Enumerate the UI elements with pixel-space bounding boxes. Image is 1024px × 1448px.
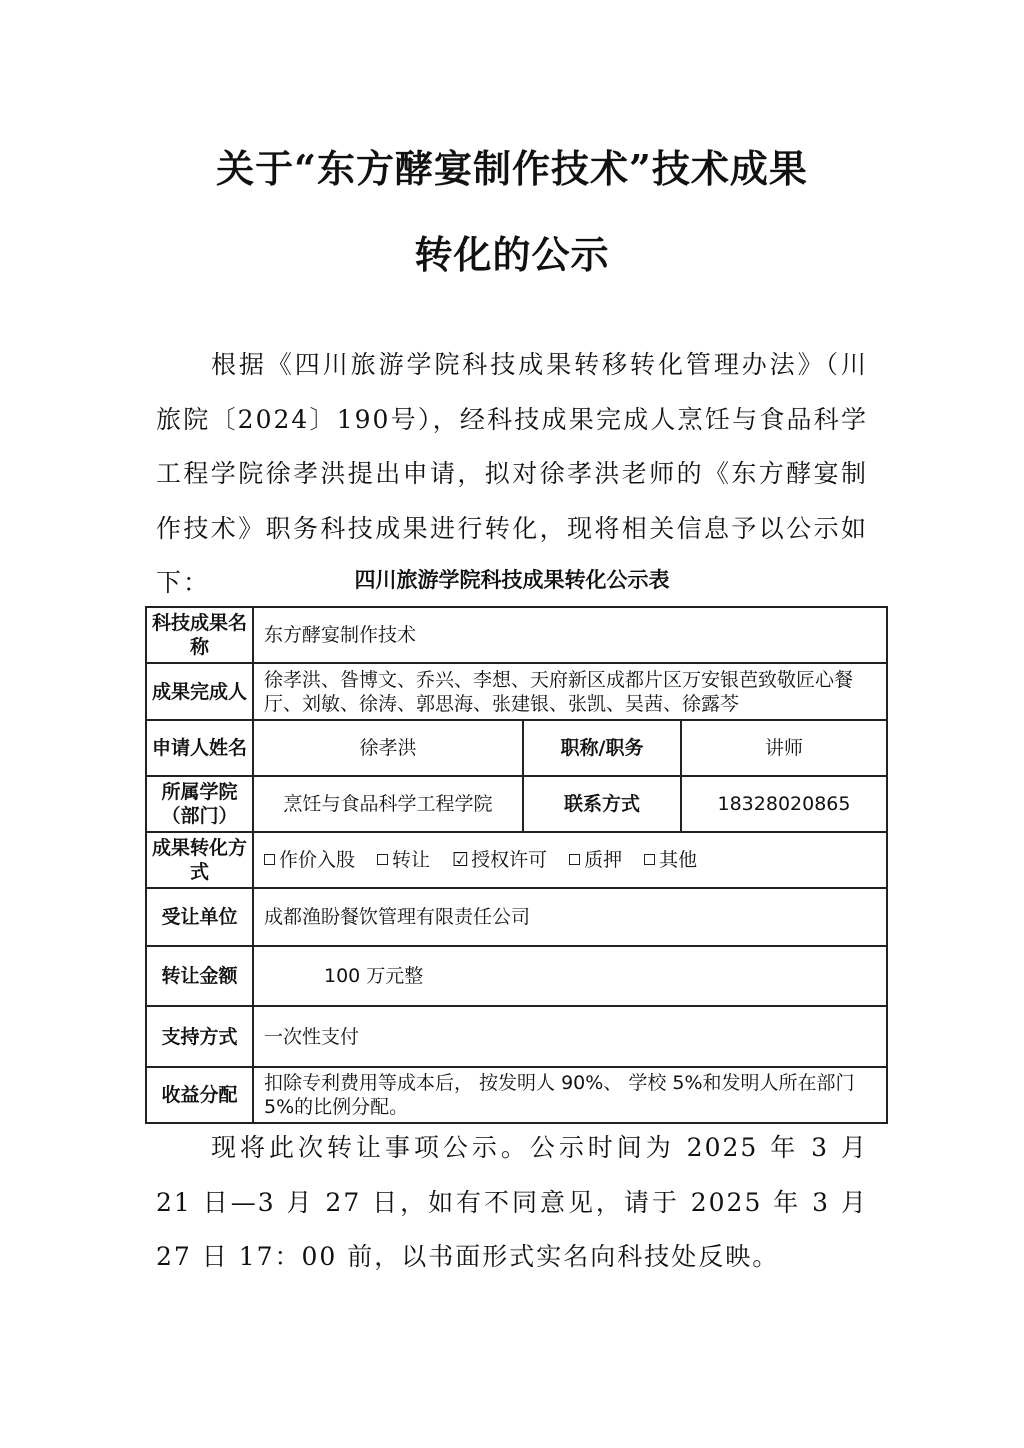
applicant-label: 申请人姓名 [146,720,253,776]
college-label: 所属学院（部门） [146,776,253,832]
unchecked-box-icon [569,854,580,865]
payment-label: 支持方式 [146,1006,253,1067]
unchecked-box-icon [377,854,388,865]
contact-label: 联系方式 [523,776,681,832]
document-title-line-2: 转化的公示 [414,232,610,277]
table-row [146,720,887,776]
table-row [146,607,887,663]
table-row [146,946,887,1006]
job-title-label: 职称/职务 [523,720,681,776]
method-option-transfer: 转让 [377,849,430,871]
closing-paragraph: 现将此次转让事项公示。公示时间为 2025 年 3 月 21 日—3 月 27 日，如有不同意见，请于 2025 年 3 月 27 日 17：00 前，以书面形式实名向科技处反映。 [156,1133,868,1271]
method-option-equity: 作价入股 [264,849,355,871]
transfer-method-options [253,832,887,888]
amount-label: 转让金额 [146,946,253,1006]
unchecked-box-icon [644,854,655,865]
method-option-other: 其他 [644,849,697,871]
completers-value: 徐孝洪、昝博文、乔兴、李想、天府新区成都片区万安银芭致敬匠心餐厅、刘敏、徐涛、郭思海、张建银、张凯、吴茜、徐露芩 [253,663,887,720]
table-row [146,663,887,720]
transferee-label: 受让单位 [146,888,253,946]
checked-box-icon: ☑ [452,849,470,871]
publicity-table [145,606,888,1124]
transferee-value: 成都渔盼餐饮管理有限责任公司 [253,888,887,946]
method-option-license: ☑ 授权许可 [452,849,548,871]
table-row [146,888,887,946]
achievement-name-value: 东方酵宴制作技术 [253,607,887,663]
table-row [146,832,887,888]
unchecked-box-icon [264,854,275,865]
college-value: 烹饪与食品科学工程学院 [253,776,523,832]
method-option-pledge: 质押 [569,849,622,871]
amount-value: 100 万元整 [253,946,887,1006]
income-label: 收益分配 [146,1067,253,1123]
applicant-value: 徐孝洪 [253,720,523,776]
job-title-value: 讲师 [681,720,887,776]
table-row [146,776,887,832]
achievement-name-label: 科技成果名称 [146,607,253,663]
income-value: 扣除专利费用等成本后， 按发明人 90%、 学校 5%和发明人所在部门 5%的比例分配。 [253,1067,887,1123]
contact-value: 18328020865 [681,776,887,832]
table-row [146,1006,887,1067]
completers-label: 成果完成人 [146,663,253,720]
table-row [146,1067,887,1123]
transfer-method-label: 成果转化方式 [146,832,253,888]
table-caption: 四川旅游学院科技成果转化公示表 [354,568,670,592]
payment-value: 一次性支付 [253,1006,887,1067]
intro-paragraph: 根据《四川旅游学院科技成果转移转化管理办法》（川旅院〔2024〕190号），经科技成果完成人烹饪与食品科学工程学院徐孝洪提出申请，拟对徐孝洪老师的《东方酵宴制作技术》职务科技成果进行转化，现将相关信息予以公示如下： [156,350,868,597]
document-title-line-1: 关于“东方酵宴制作技术”技术成果 [216,146,808,191]
